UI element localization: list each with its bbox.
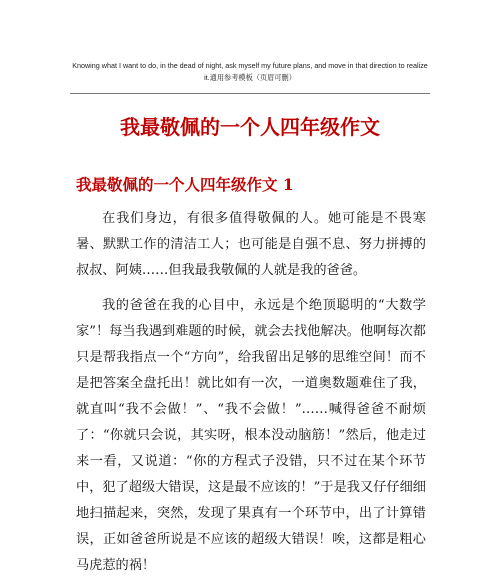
paragraph-1: 在我们身边，有很多值得敬佩的人。她可能是不畏寒暑、默默工作的清洁工人；也可能是自强不息、努力拼搏的叔叔、阿姨……但我最我敬佩的人就是我的爸爸。 xyxy=(76,211,426,278)
header-divider xyxy=(70,93,430,94)
paragraph-2: 我的爸爸在我的心目中，永远是个绝顶聪明的“大数学家”！每当我遇到难题的时候，就会去找他解决。他啊每次都只是帮我指点一个“方向”，给我留出足够的思维空间！而不是把答案全盘托出！就比如有一次，一道奥数题难住了我，就直叫“我不会做！”、“我不会做！”……喊得爸爸不耐烦了：“你就只会说，其实呀，根本没动脑筋！”然后，他走过来一看，又说道：“你的方程式子没错，只不过在某个环节中，犯了超级大错误，这是最不应该的！”于是我又仔仔细细地扫描起来，突然，发现了果真有一个环节中，出了计算错误，正如爸爸所说是不应该的超级大错误！唉，这都是粗心马虎惹的祸！ xyxy=(76,298,426,573)
section-title: 我最敬佩的一个人四年级作文 1 xyxy=(76,175,294,194)
document-title: 我最敬佩的一个人四年级作文 xyxy=(120,115,380,139)
page-header-text: Knowing what I want to do, in the dead of night, ask myself my future plans, and move in that direction to realize it.通用参考模板（页眉可删） xyxy=(72,61,428,82)
